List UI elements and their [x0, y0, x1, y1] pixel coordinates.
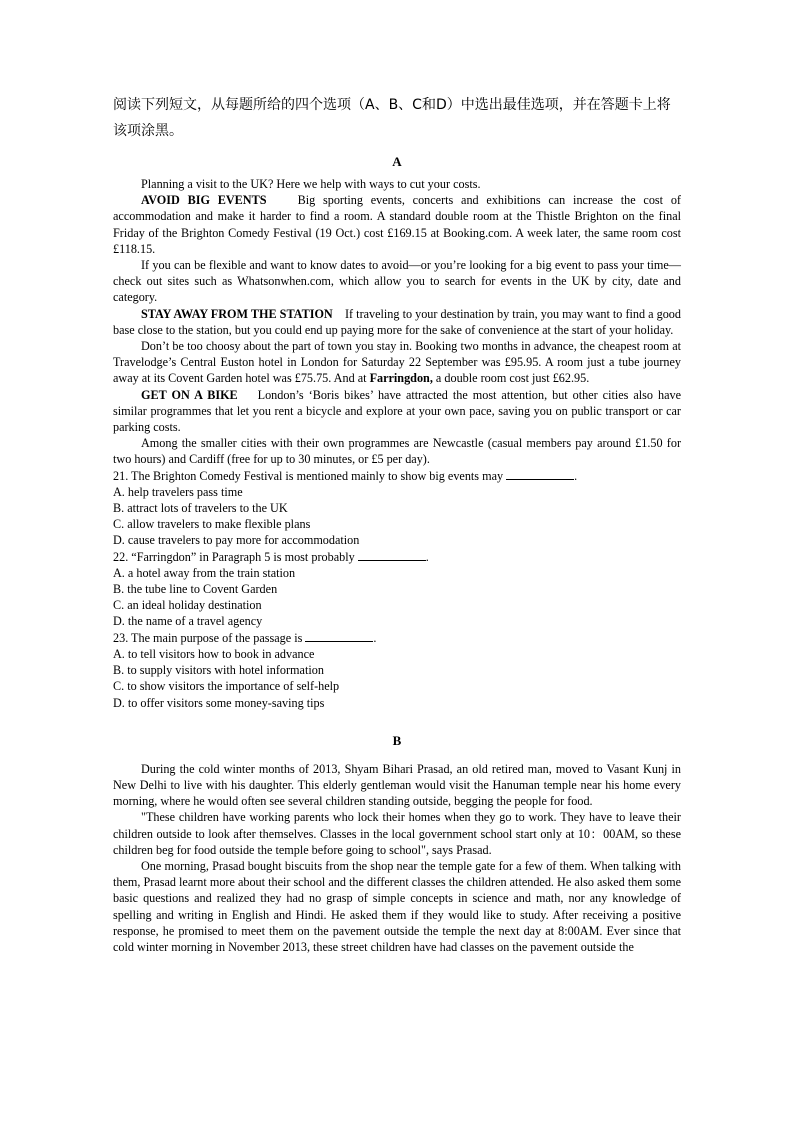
question-22: 22. “Farringdon” in Paragraph 5 is most probably . — [113, 549, 429, 564]
paragraph-4-text-b: a double room cost just £62.95. — [435, 371, 590, 386]
passage-b-paragraph-3: One morning, Prasad bought biscuits from the shop near the temple gate for a few of them. When talking with them, Prasad learnt more about their school and the different classes the children attended. He also asked them some basic questions and realized they had no grasp of simple concepts in science and math, nor any knowledge of spelling and writing in English and Hindi. He asked them if they would like to study. After receiving a positive response, he promised to meet them on the pavement outside the temple the next day at 8:00AM. Ever since that cold winter morning in November 2013, these street children have had classes on the pavement outside the — [113, 858, 681, 954]
section-1-text: Big sporting events, concerts and exhibitions can increase the cost of accommodation and make it harder to find a room. A standard double room at the Thistle Brighton on the final Friday of the Brighton Comedy Festival (19 Oct.) cost £169.15 at Booking.com. A week later, the same room cost £118.15. — [113, 193, 681, 256]
exam-page — [113, 92, 681, 955]
answer-blank — [506, 468, 574, 480]
passage-a-heading: A — [392, 154, 402, 169]
option-c: C. an ideal holiday destination — [113, 598, 262, 613]
section-title-stay-away: STAY AWAY FROM THE STATION — [141, 306, 333, 321]
passage-a-intro: Planning a visit to the UK? Here we help with ways to cut your costs. — [141, 177, 481, 191]
question-stem: 23. The main purpose of the passage is — [113, 630, 303, 645]
option-b: B. to supply visitors with hotel information — [113, 663, 324, 678]
section-3-text: London’s ‘Boris bikes’ have attracted the most attention, but other cities also have similar programmes that let you rent a bicycle and explore at your own pace, saving you on public transport or car parking costs. — [113, 387, 681, 435]
question-21: 21. The Brighton Comedy Festival is mentioned mainly to show big events may . — [113, 468, 578, 483]
option-a: A. to tell visitors how to book in advance — [113, 646, 315, 661]
passage-a-section-2 — [113, 306, 681, 338]
option-d: D. to offer visitors some money-saving tips — [113, 695, 325, 710]
passage-b-heading: B — [392, 732, 402, 748]
question-stem: 21. The Brighton Comedy Festival is mentioned mainly to show big events may — [113, 468, 504, 483]
paragraph-4-text-a: Don’t be too choosy about the part of town you stay in. Booking two months in advance, the cheapest room at Travelodge’s Central Euston hotel in London for Saturday 22 September was £95.95. A room just a tube journey away at its Covent Garden hotel was £75.75. And at — [113, 339, 681, 386]
question-stem: 22. “Farringdon” in Paragraph 5 is most probably — [113, 549, 355, 564]
passage-b-paragraph-2: "These children have working parents who lock their homes when they go to work. They have to leave their children outside to look after themselves. Classes in the local government school start only at 10：00AM, so these children beg for food outside the temple before going to school", says Prasad. — [113, 810, 681, 857]
answer-blank — [305, 630, 373, 642]
option-a: A. help travelers pass time — [113, 484, 243, 499]
farringdon-word: Farringdon, — [369, 371, 433, 386]
passage-a-paragraph-6: Among the smaller cities with their own programmes are Newcastle (casual members pay around £1.50 for two hours) and Cardiff (free for up to 30 minutes, or £5 per day). — [113, 436, 681, 467]
passage-a-paragraph-2: If you can be flexible and want to know dates to avoid—or you’re looking for a big event to pass your time—check out sites such as Whatsonwhen.com, which allow you to search for events in the UK by city, date and category. — [113, 258, 681, 305]
option-d: D. cause travelers to pay more for accommodation — [113, 533, 360, 548]
section-title-avoid-big-events: AVOID BIG EVENTS — [141, 193, 267, 208]
spacer — [113, 711, 681, 725]
option-c: C. to show visitors the importance of self-help — [113, 679, 340, 694]
option-b: B. attract lots of travelers to the UK — [113, 501, 288, 516]
passage-b-paragraph-1: During the cold winter months of 2013, Shyam Bihari Prasad, an old retired man, moved to Vasant Kunj in New Delhi to live with his daughter. This elderly gentleman would visit the Hanuman temple near his home every morning, where he would often see several children standing outside, begging the people for food. — [113, 761, 681, 809]
section-title-get-on-a-bike: GET ON A BIKE — [141, 387, 238, 402]
option-a: A. a hotel away from the train station — [113, 565, 296, 580]
instructions: 阅读下列短文，从每题所给的四个选项（A、B、C和D）中选出最佳选项，并在答题卡上将该项涂黑。 — [113, 97, 671, 139]
option-d: D. the name of a travel agency — [113, 614, 263, 629]
option-c: C. allow travelers to make flexible plans — [113, 517, 311, 532]
passage-a-paragraph-4 — [113, 338, 681, 387]
answer-blank — [358, 549, 426, 561]
passage-a-section-3 — [113, 387, 681, 436]
section-2-text: If traveling to your destination by train, you may want to find a good base close to the station, but you could end up paying more for the sake of convenience at the start of your holiday. — [113, 306, 681, 337]
option-b: B. the tube line to Covent Garden — [113, 582, 278, 597]
passage-a-section-1 — [113, 192, 681, 257]
question-23: 23. The main purpose of the passage is . — [113, 630, 377, 645]
